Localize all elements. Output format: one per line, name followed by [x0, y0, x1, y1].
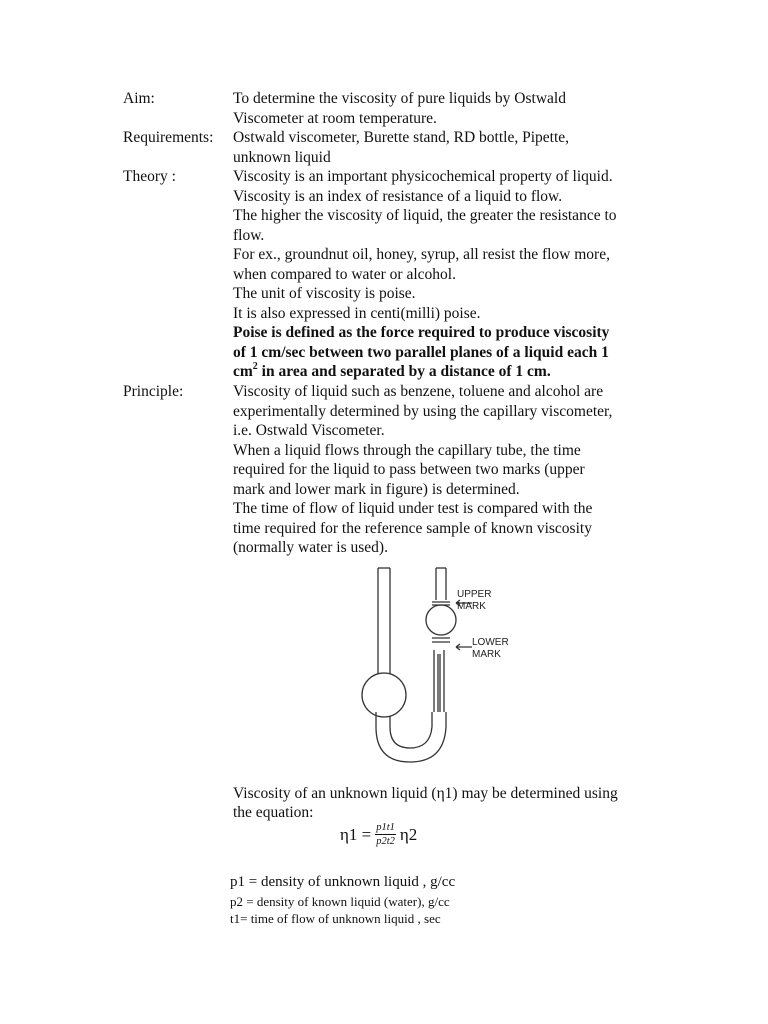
viscometer-upper-bulb: [426, 605, 456, 635]
principle-line: The time of flow of liquid under test is compared with the: [233, 500, 593, 517]
equation-fraction: [375, 822, 396, 847]
theory-line: The higher the viscosity of liquid, the greater the resistance to: [233, 207, 617, 224]
equation-lhs: η1 =: [340, 824, 372, 844]
aim-label: Aim:: [123, 90, 155, 107]
viscosity-equation: [340, 822, 417, 847]
definition-p2: p2 = density of known liquid (water), g/cc: [230, 894, 450, 909]
equation-intro-line: Viscosity of an unknown liquid (η1) may be determined using: [233, 785, 618, 802]
theory-label: Theory :: [123, 168, 176, 185]
theory-line: Viscosity is an important physicochemical property of liquid.: [233, 168, 613, 185]
viscometer-right-tube: [436, 568, 446, 600]
definition-t1: t1= time of flow of unknown liquid , sec: [230, 911, 441, 926]
lower-mark-arrow: [456, 644, 472, 650]
upper-mark-label: MARK: [457, 601, 486, 612]
theory-line: when compared to water or alcohol.: [233, 265, 456, 283]
equation-numerator: p1t1: [376, 822, 395, 833]
principle-line: Viscosity of liquid such as benzene, toluene and alcohol are: [233, 383, 604, 400]
principle-line: required for the liquid to pass between two marks (upper: [233, 461, 585, 478]
principle-line: experimentally determined by using the capillary viscometer,: [233, 402, 613, 420]
aim-line: Viscometer at room temperature.: [233, 109, 437, 127]
theory-line: The unit of viscosity is poise.: [233, 285, 416, 302]
viscometer-left-tube: [378, 568, 390, 674]
definition-p1: p1 = density of unknown liquid , g/cc: [230, 874, 456, 890]
poise-unit-exponent: 2: [252, 360, 258, 372]
principle-line: time required for the reference sample of known viscosity: [233, 519, 592, 537]
upper-mark-line: [432, 602, 450, 605]
poise-definition-last-line: [233, 362, 653, 382]
upper-mark-label: UPPER: [457, 589, 492, 600]
principle-label: Principle:: [123, 383, 184, 400]
principle-line: mark and lower mark in figure) is determined.: [233, 480, 520, 498]
ostwald-viscometer-diagram: [360, 562, 530, 772]
aim-text: [233, 89, 653, 128]
poise-unit: cm: [233, 363, 253, 380]
theory-line: It is also expressed in centi(milli) poise.: [233, 304, 481, 322]
principle-line: i.e. Ostwald Viscometer.: [233, 422, 385, 439]
principle-text: [233, 382, 653, 558]
equation-rhs: η2: [399, 824, 418, 844]
lower-mark-label: LOWER: [472, 637, 509, 648]
lower-mark-line: [432, 638, 450, 642]
poise-definition-end: in area and separated by a distance of 1 cm.: [257, 363, 551, 380]
equation-intro-line: the equation:: [233, 804, 314, 821]
principle-line: When a liquid flows through the capillary tube, the time: [233, 441, 581, 459]
theory-line: flow.: [233, 226, 265, 244]
poise-definition-line: of 1 cm/sec between two parallel planes of a liquid each 1: [233, 343, 609, 361]
viscometer-left-bulb: [362, 673, 406, 717]
viscometer-capillary: [434, 650, 444, 712]
equation-denominator: p2t2: [376, 836, 395, 847]
requirements-text: [233, 128, 653, 167]
theory-line: Viscosity is an index of resistance of a liquid to flow.: [233, 187, 563, 205]
theory-line: For ex., groundnut oil, honey, syrup, all resist the flow more,: [233, 246, 610, 263]
requirements-label: Requirements:: [123, 129, 214, 146]
aim-line: To determine the viscosity of pure liquids by Ostwald: [233, 90, 566, 107]
lower-mark-label: MARK: [472, 649, 501, 660]
poise-definition-line: Poise is defined as the force required to produce viscosity: [233, 324, 610, 341]
viscometer-u-bend: [376, 712, 446, 762]
requirements-line: unknown liquid: [233, 148, 331, 166]
principle-line: (normally water is used).: [233, 539, 388, 556]
theory-text: [233, 167, 653, 382]
requirements-line: Ostwald viscometer, Burette stand, RD bottle, Pipette,: [233, 129, 570, 146]
